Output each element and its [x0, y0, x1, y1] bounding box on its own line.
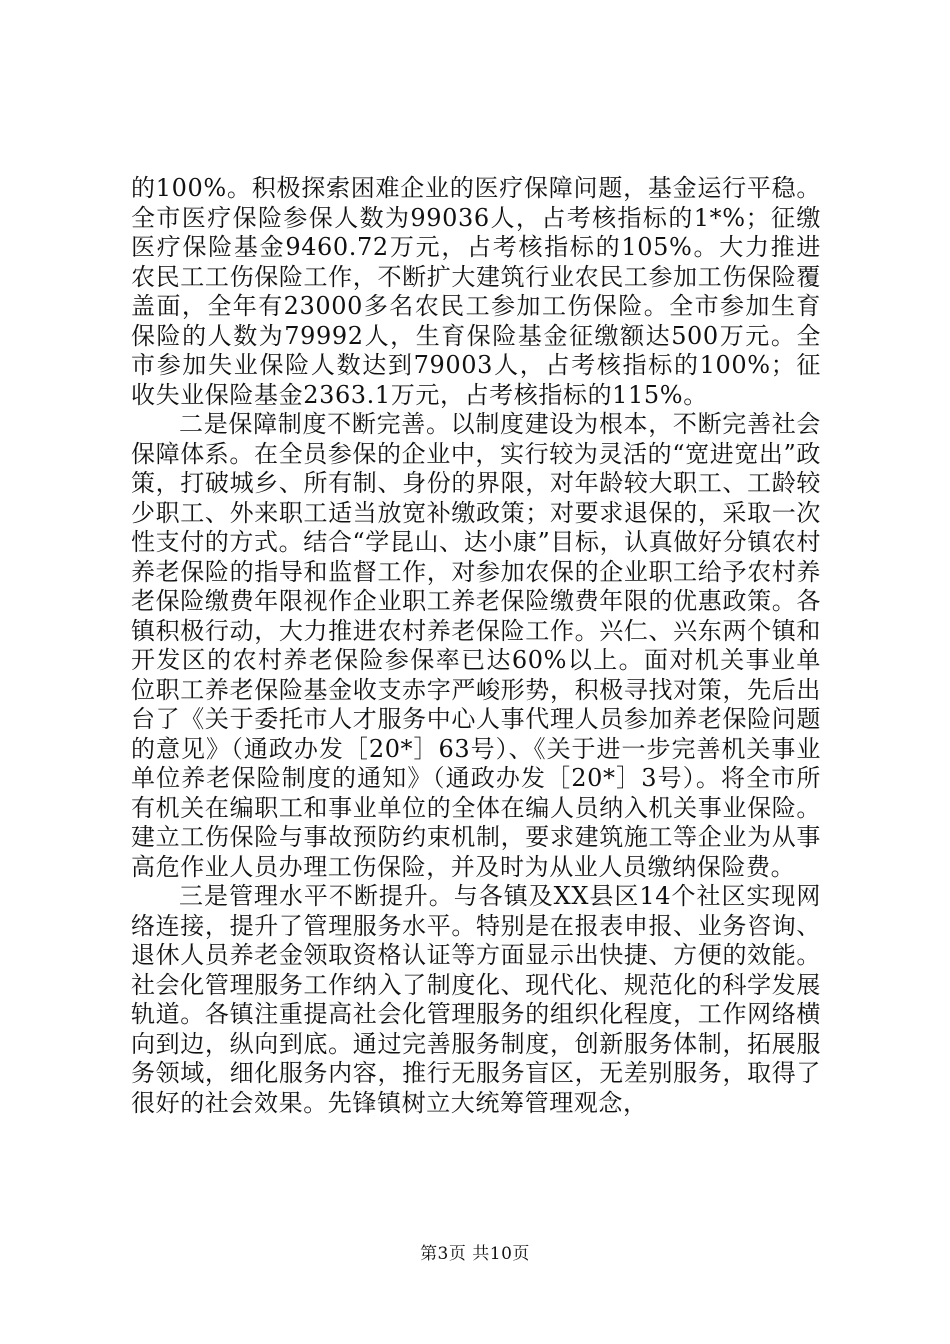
paragraph-3-management: 三是管理水平不断提升。与各镇及XX县区14个社区实现网络连接，提升了管理服务水平。特别是在报表申报、业务咨询、退休人员养老金领取资格认证等方面显示出快捷、方便的效能。社会化管理服务工作纳入了制度化、现代化、规范化的科学发展轨道。各镇注重提高社会化管理服务的组织化程度，工作网络横向到边，纵向到底。通过完善服务制度，创新服务体制，拓展服务领域，细化服务内容，推行无服务盲区，无差别服务，取得了很好的社会效果。先锋镇树立大统筹管理观念， [131, 882, 821, 1117]
page-number-footer: 第3页 共10页 [420, 1244, 530, 1264]
paragraph-continuation: 的100%。积极探索困难企业的医疗保障问题，基金运行平稳。全市医疗保险参保人数为99036人，占考核指标的1*%；征缴医疗保险基金9460.72万元，占考核指标的105%。大力推进农民工工伤保险工作，不断扩大建筑行业农民工参加工伤保险覆盖面，全年有23000多名农民工参加工伤保险。全市参加生育保险的人数为79992人，生育保险基金征缴额达500万元。全市参加失业保险人数达到79003人，占考核指标的100%；征收失业保险基金2363.1万元，占考核指标的115%。 [131, 174, 821, 409]
document-body [131, 174, 821, 1118]
paragraph-2-system: 二是保障制度不断完善。以制度建设为根本，不断完善社会保障体系。在全员参保的企业中，实行较为灵活的“宽进宽出”政策，打破城乡、所有制、身份的界限，对年龄较大职工、工龄较少职工、外来职工适当放宽补缴政策；对要求退保的，采取一次性支付的方式。结合“学昆山、达小康”目标，认真做好分镇农村养老保险的指导和监督工作，对参加农保的企业职工给予农村养老保险缴费年限视作企业职工养老保险缴费年限的优惠政策。各镇积极行动，大力推进农村养老保险工作。兴仁、兴东两个镇和开发区的农村养老保险参保率已达60%以上。面对机关事业单位职工养老保险基金收支赤字严峻形势，积极寻找对策，先后出台了《关于委托市人才服务中心人事代理人员参加养老保险问题的意见》（通政办发［20*］63号）、《关于进一步完善机关事业单位养老保险制度的通知》（通政办发［20*］3号）。将全市所有机关在编职工和事业单位的全体在编人员纳入机关事业保险。建立工伤保险与事故预防约束机制，要求建筑施工等企业为从事高危作业人员办理工伤保险，并及时为从业人员缴纳保险费。 [131, 410, 821, 881]
